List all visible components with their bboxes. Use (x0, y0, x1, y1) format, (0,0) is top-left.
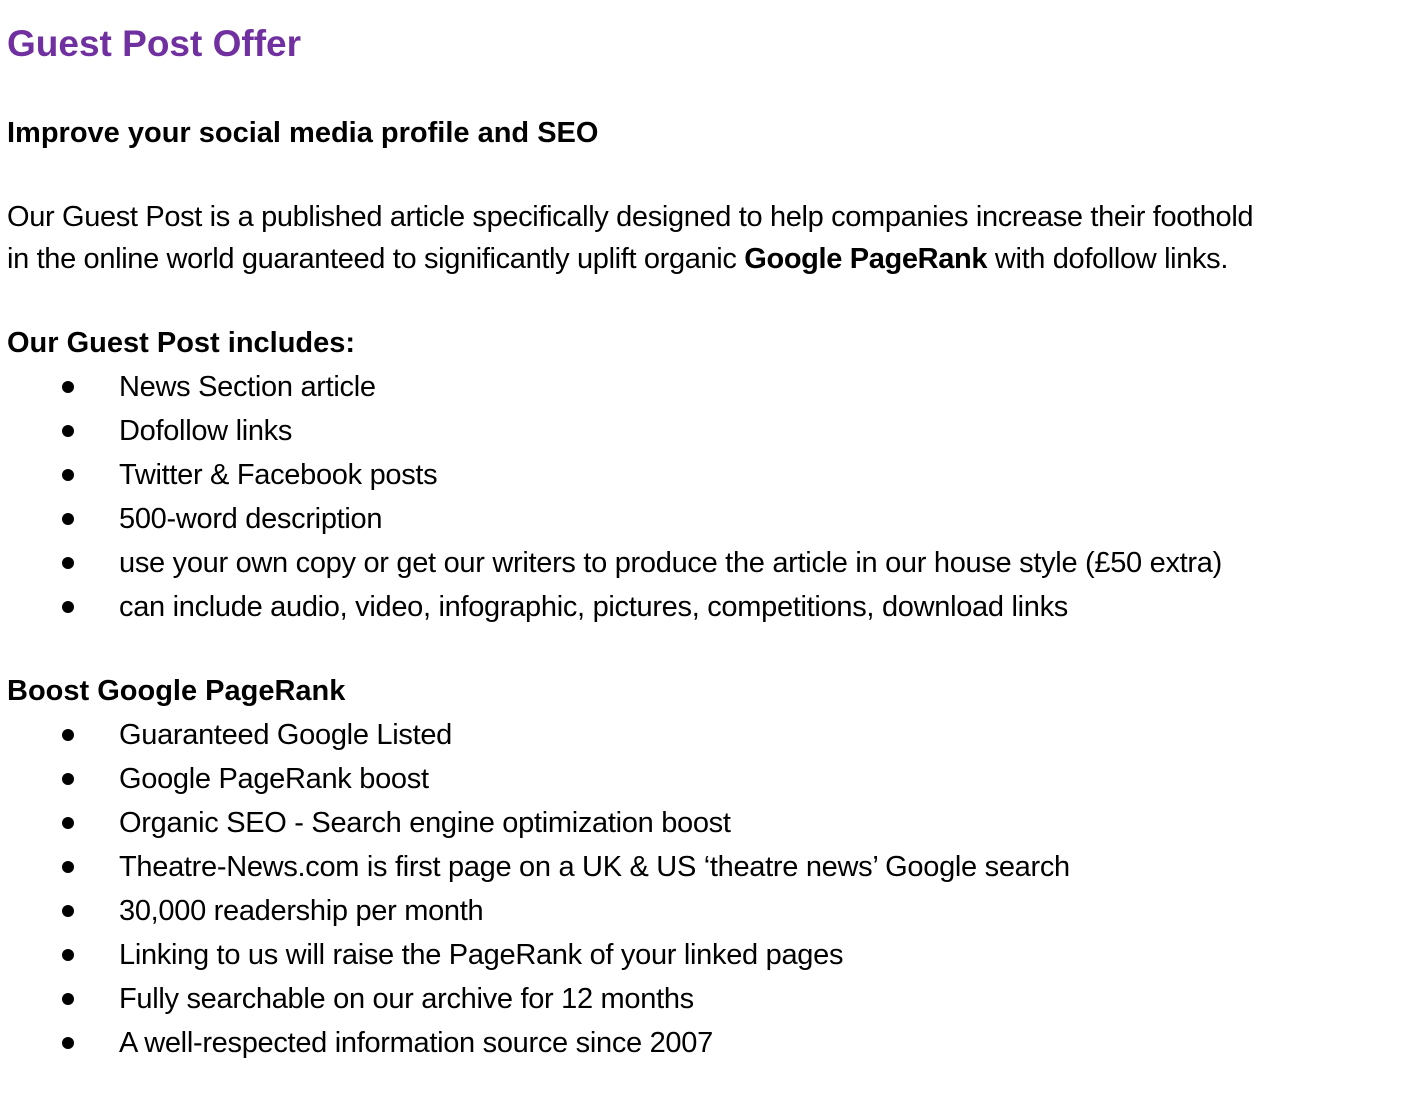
list-item-text: Theatre-News.com is first page on a UK & US ‘theatre news’ Google search (119, 851, 1070, 883)
google-pagerank-emphasis: Google PageRank (744, 243, 988, 275)
bullet-icon (62, 601, 74, 613)
bullet-icon (62, 905, 74, 917)
list-item-text: use your own copy or get our writers to produce the article in our house style (£50 extra) (119, 547, 1222, 579)
bullet-icon (62, 729, 74, 741)
bullet-icon (62, 469, 74, 481)
bullet-icon (62, 381, 74, 393)
bullet-icon (62, 773, 74, 785)
list-item-text: Google PageRank boost (119, 763, 429, 795)
intro-paragraph (7, 196, 1407, 280)
list-item-text: News Section article (119, 371, 376, 403)
includes-heading: Our Guest Post includes: (7, 327, 356, 359)
list-item-text: can include audio, video, infographic, pictures, competitions, download links (119, 591, 1068, 623)
page-title: Guest Post Offer (7, 23, 301, 64)
bullet-icon (62, 817, 74, 829)
bullet-icon (62, 513, 74, 525)
boost-heading: Boost Google PageRank (7, 675, 346, 707)
bullet-icon (62, 949, 74, 961)
list-item-text: A well-respected information source since 2007 (119, 1027, 713, 1059)
bullet-icon (62, 557, 74, 569)
list-item-text: Guaranteed Google Listed (119, 719, 452, 751)
bullet-icon (62, 425, 74, 437)
list-item-text: 500-word description (119, 503, 383, 535)
intro-line-2-end: with dofollow links. (987, 243, 1229, 275)
list-item-text: 30,000 readership per month (119, 895, 484, 927)
bullet-icon (62, 1037, 74, 1049)
bullet-icon (62, 861, 74, 873)
subtitle: Improve your social media profile and SEO (7, 117, 599, 149)
intro-line-1: Our Guest Post is a published article specifically designed to help companies increase their foothold (7, 201, 1254, 233)
list-item-text: Organic SEO - Search engine optimization boost (119, 807, 731, 839)
intro-line-2-start: in the online world guaranteed to significantly uplift organic (7, 243, 745, 275)
list-item-text: Linking to us will raise the PageRank of your linked pages (119, 939, 844, 971)
list-item-text: Twitter & Facebook posts (119, 459, 438, 491)
list-item-text: Dofollow links (119, 415, 293, 447)
list-item-text: Fully searchable on our archive for 12 months (119, 983, 694, 1015)
bullet-icon (62, 993, 74, 1005)
intro-line-2 (7, 238, 1407, 280)
